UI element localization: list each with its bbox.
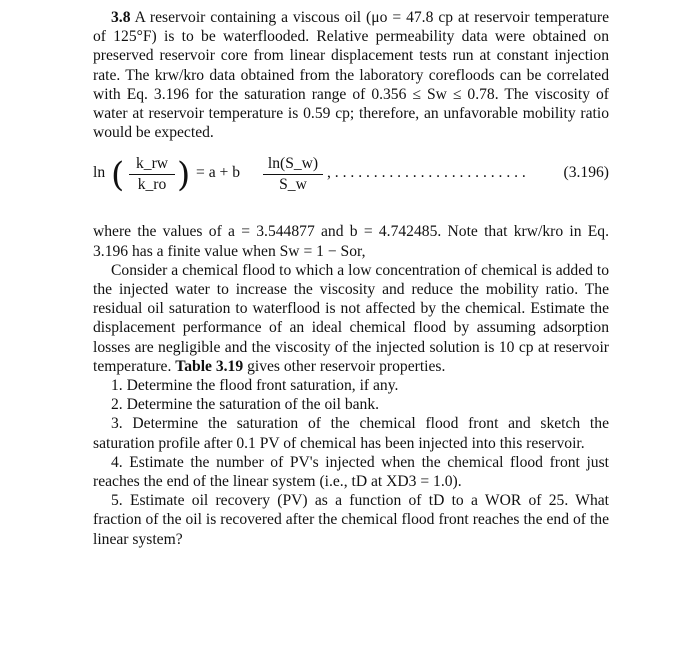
- after-equation-text: where the values of a = 3.544877 and b = 4.742485. Note that krw/kro in Eq. 3.196 has a finite value when Sw = 1 − Sor,: [93, 223, 609, 260]
- eq-lhs-fraction: [129, 154, 175, 193]
- eq-lhs-denominator: k_ro: [137, 175, 167, 193]
- paragraph-2-text: Consider a chemical flood to which a low concentration of chemical is added to the injected water to increase the viscosity and reduce the mobility ratio. The residual oil saturation to waterflood is not affected by the chemical. Estimate the displacement performance of an ideal chemical flood by assuming adsorption losses are negligible and the viscosity of the injected solution is 10 cp at reservoir temperature.: [93, 261, 609, 375]
- eq-leader-dots: , . . . . . . . . . . . . . . . . . . . . . . . . .: [327, 164, 526, 182]
- list-item: 3. Determine the saturation of the chemical flood front and sketch the saturation profile after 0.1 PV of chemical has been injected into this reservoir.: [93, 415, 609, 452]
- eq-rhs-fraction: [263, 154, 323, 193]
- list-item: 5. Estimate oil recovery (PV) as a function of tD to a WOR of 25. What fraction of the oil is recovered after the chemical flood front reaches the end of the linear system?: [93, 492, 609, 548]
- table-reference: Table 3.19: [175, 357, 244, 375]
- problem-number: 3.8: [111, 9, 131, 26]
- eq-lhs-numerator: k_rw: [129, 154, 175, 174]
- eq-right-paren: ): [177, 155, 191, 196]
- problem-3-8: [93, 8, 609, 549]
- eq-rhs-prefix: = a + b: [196, 164, 241, 182]
- problem-intro: [93, 8, 609, 142]
- problem-intro-text: A reservoir containing a viscous oil (μo = 47.8 cp at reservoir temperature of 125°F) is to be waterflooded. Relative permeability data were obtained on preserved reservoir core from linear displacement tests run at constant injection rate. The krw/kro data obtained from the laboratory corefloods can be correlated with Eq. 3.196 for the saturation range of 0.356 ≤ Sw ≤ 0.78. The viscosity of water at reservoir temperature is 0.59 cp; therefore, an unfavorable mobility ratio would be expected.: [93, 9, 609, 142]
- paragraph-2-tail: gives other reservoir properties.: [247, 357, 446, 375]
- eq-ln: ln: [93, 164, 106, 182]
- eq-rhs-denominator: S_w: [279, 175, 307, 193]
- list-item: 2. Determine the saturation of the oil bank.: [111, 396, 380, 414]
- list-item: 4. Estimate the number of PV's injected when the chemical flood front just reaches the end of the linear system (i.e., tD at XD3 = 1.0).: [93, 453, 609, 491]
- eq-rhs-numerator: ln(S_w): [263, 154, 323, 174]
- paragraph-2: [93, 261, 609, 376]
- eq-left-paren: (: [111, 155, 125, 196]
- equation-3-196: [93, 150, 609, 214]
- eq-label: (3.196): [563, 164, 609, 182]
- list-item: 1. Determine the flood front saturation, if any.: [111, 377, 399, 395]
